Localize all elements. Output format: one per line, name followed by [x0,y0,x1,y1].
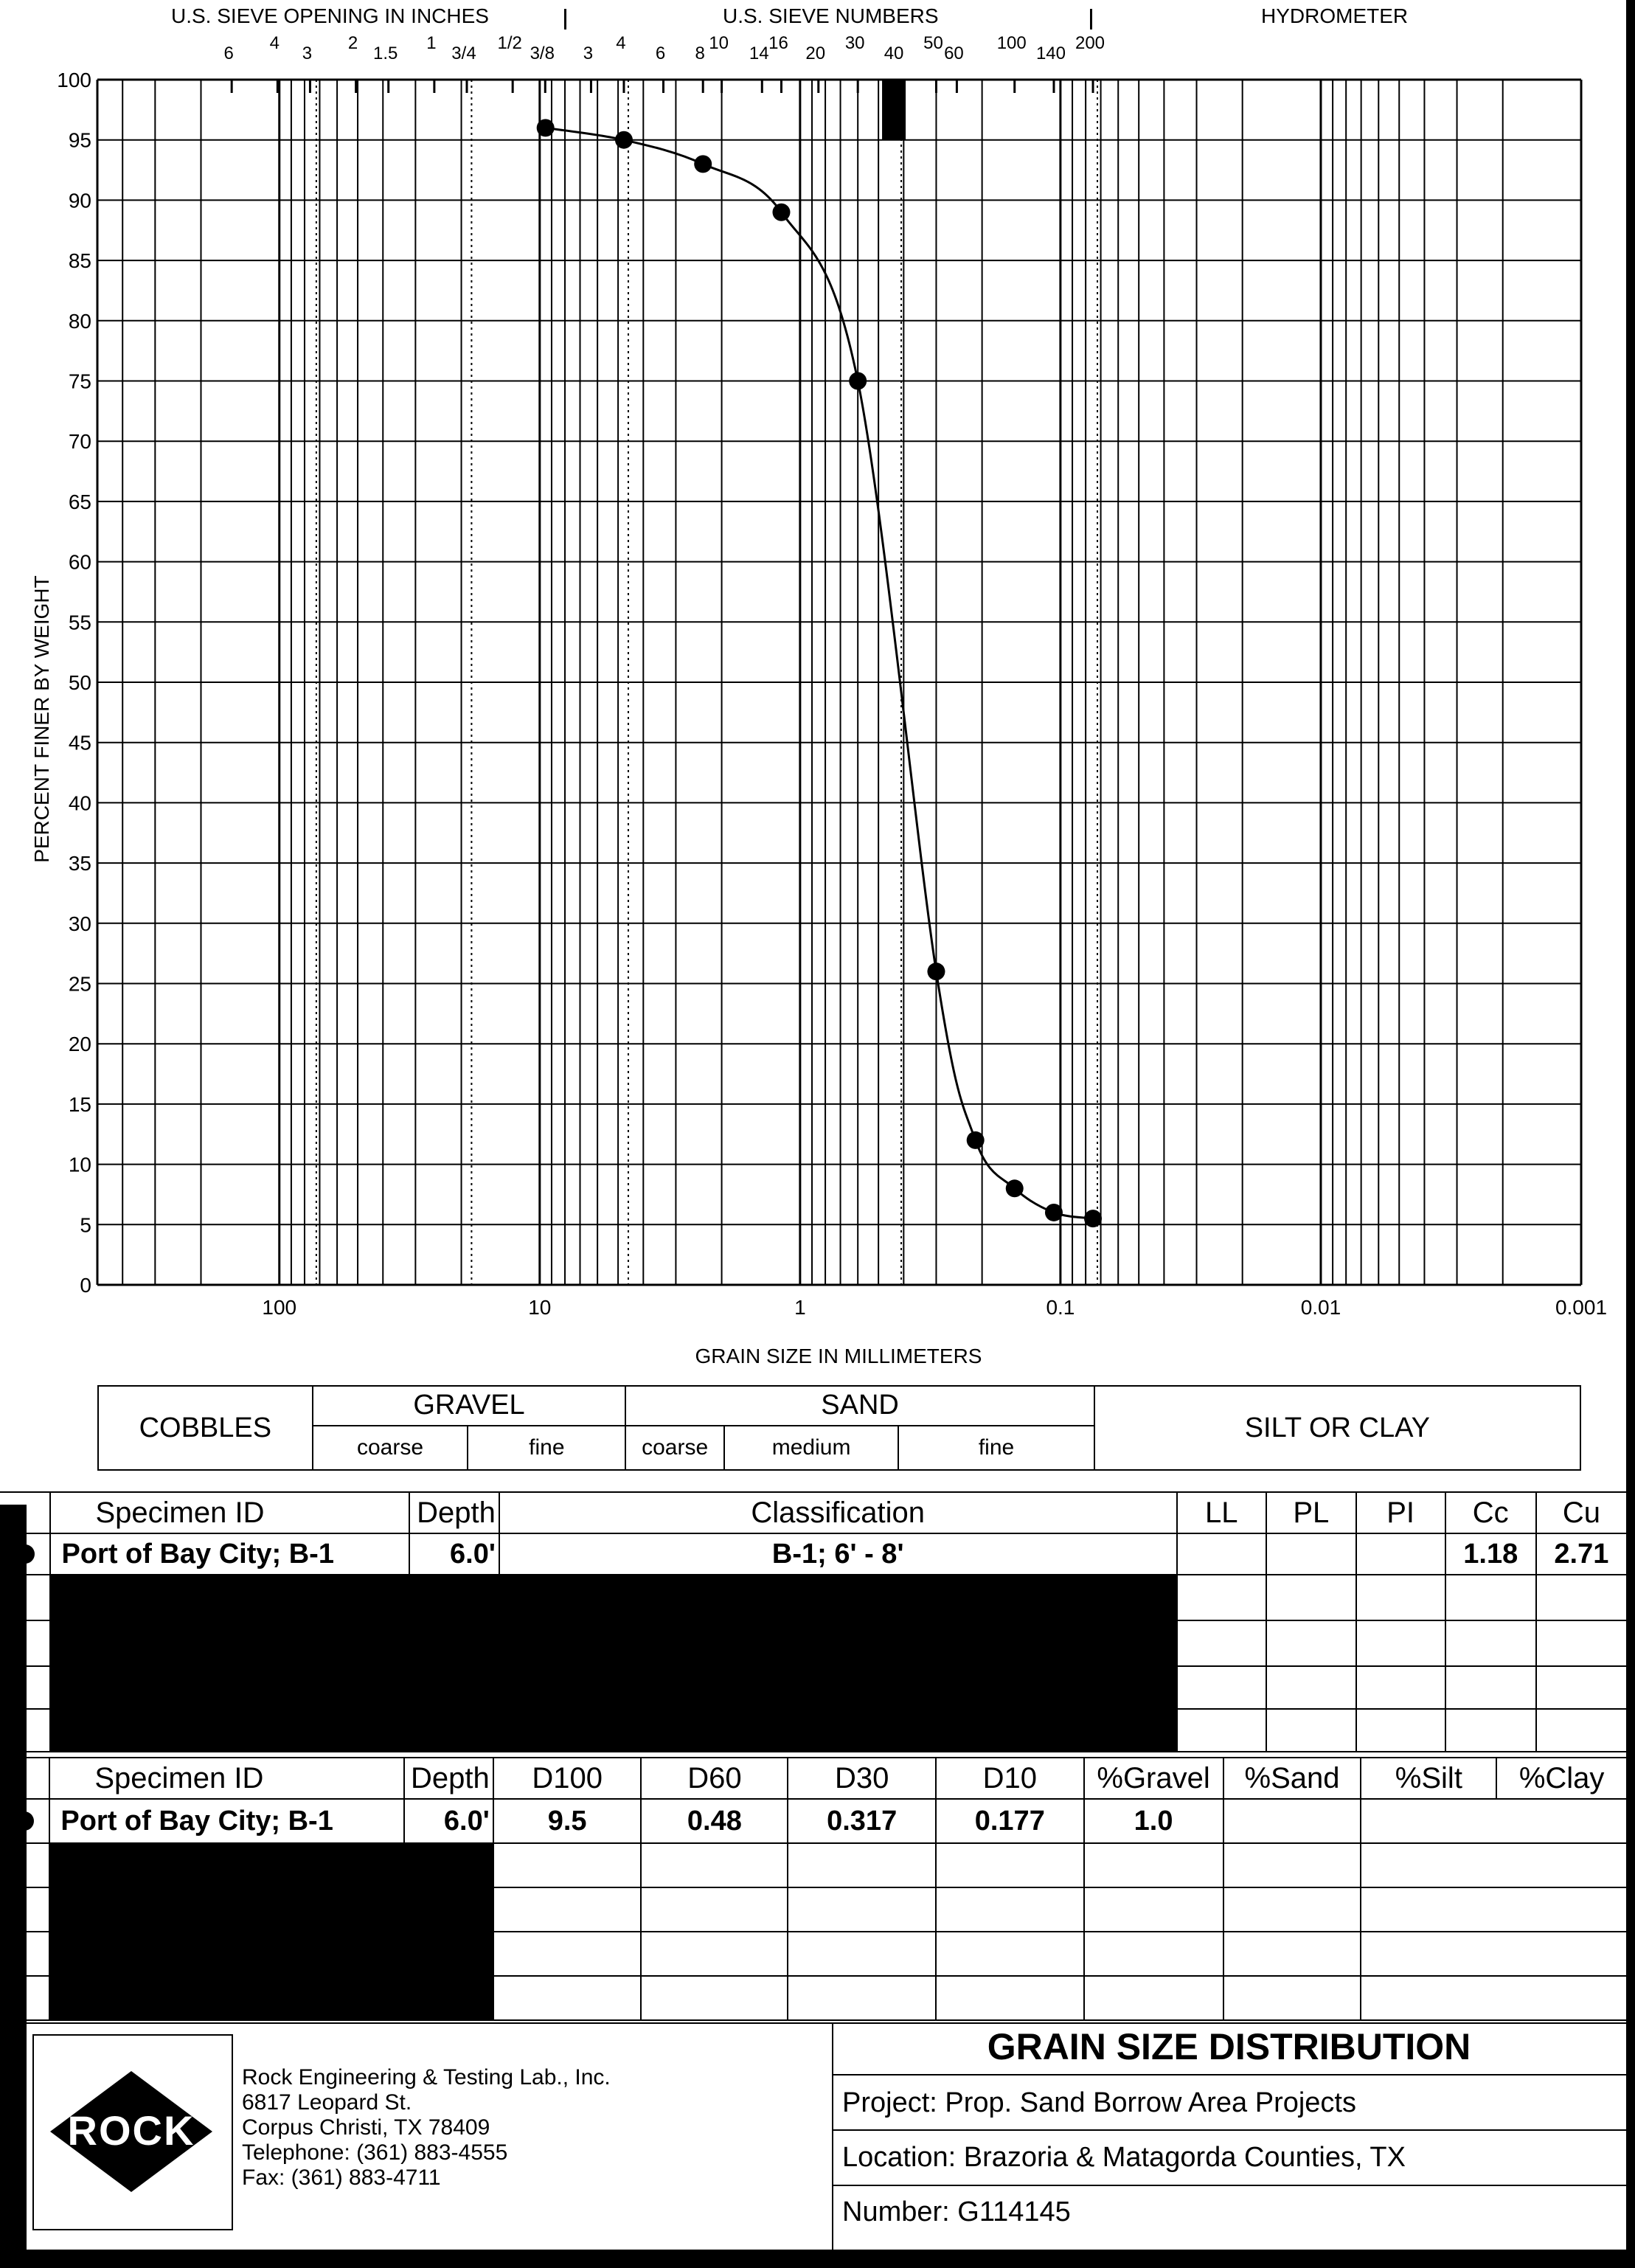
data-point [772,204,790,221]
company-name: Rock Engineering & Testing Lab., Inc. [242,2065,611,2090]
sieve-number-label: 20 [805,44,826,63]
pct-sand-cell [1223,1799,1361,1843]
x-tick-label: 0.01 [1300,1296,1341,1319]
y-tick-label: 55 [68,611,91,634]
y-tick-label: 65 [68,490,91,513]
series-marker-cell [0,1533,50,1575]
sieve-number-label: 10 [709,33,729,53]
y-tick-label: 20 [68,1033,91,1056]
y-tick-label: 10 [68,1153,91,1176]
x-tick-label: 100 [262,1296,297,1319]
sieve-number-label: 30 [844,33,865,53]
header-depth-2: Depth [404,1758,493,1799]
sieve-number-label: 8 [695,44,705,63]
sieve-opening-header: U.S. SIEVE OPENING IN INCHES [171,4,489,27]
company-telephone: Telephone: (361) 883-4555 [242,2140,508,2165]
filled-circle-icon [15,1811,34,1831]
y-tick-label: 45 [68,731,91,755]
report-title: GRAIN SIZE DISTRIBUTION [987,2026,1471,2067]
y-tick-label: 30 [68,912,91,935]
series-marker-cell [0,1799,49,1843]
sieve-number-label: 4 [616,33,626,53]
company-address [242,2065,611,2191]
header-depth: Depth [409,1492,499,1533]
project-line: Project: Prop. Sand Borrow Area Projects [842,2087,1356,2118]
rock-logo [44,2065,218,2198]
data-point [694,155,712,173]
y-tick-label: 15 [68,1092,91,1116]
sand-medium-cell: medium [724,1426,898,1470]
x-tick-label: 1 [794,1296,806,1319]
sand-cell: SAND [625,1386,1094,1426]
specimen-properties-table [0,1491,1628,1752]
filled-circle-icon [15,1544,35,1564]
header-pi: PI [1356,1492,1445,1533]
header-d60: D60 [641,1758,788,1799]
sieve-number-label: 40 [884,44,904,63]
header-specimen-id: Specimen ID [50,1492,409,1533]
y-tick-label: 25 [68,972,91,996]
sieve-inch-label: 4 [269,33,280,53]
data-point [849,372,867,390]
header-d100: D100 [493,1758,642,1799]
sieve-number-label: 200 [1075,33,1105,53]
y-tick-label: 35 [68,852,91,875]
location-line: Location: Brazoria & Matagorda Counties, TX [842,2142,1406,2173]
redacted-block [50,1575,1176,1752]
header-cc: Cc [1445,1492,1536,1533]
d30-cell: 0.317 [788,1799,936,1843]
header-pl: PL [1266,1492,1356,1533]
y-tick-label: 100 [57,69,91,91]
sieve-inch-label: 2 [347,33,358,53]
y-tick-label: 95 [68,128,91,152]
x-tick-label: 10 [528,1296,552,1319]
sand-fine-cell: fine [898,1426,1094,1470]
data-point [967,1131,985,1149]
table-row [0,1799,1627,1843]
y-tick-label: 80 [68,309,91,333]
specimen-id-cell: Port of Bay City; B-1 [49,1799,403,1843]
header-cu: Cu [1536,1492,1627,1533]
sieve-number-label: 6 [655,44,666,63]
header-pct-sand: %Sand [1223,1758,1361,1799]
header-pct-clay: %Clay [1496,1758,1627,1799]
gravel-coarse-cell: coarse [313,1426,468,1470]
cc-cell: 1.18 [1445,1533,1536,1575]
cobbles-cell: COBBLES [98,1386,313,1470]
header-classification: Classification [499,1492,1177,1533]
y-tick-label: 85 [68,249,91,273]
classification-cell: B-1; 6' - 8' [499,1533,1177,1575]
d10-cell: 0.177 [936,1799,1084,1843]
y-tick-label: 50 [68,671,91,694]
y-tick-label: 90 [68,189,91,212]
header-divider-1 [564,9,566,30]
header-pct-silt: %Silt [1361,1758,1496,1799]
sieve-number-label: 60 [944,44,964,63]
sieve-number-label: 50 [923,33,943,53]
hydrometer-header: HYDROMETER [1261,4,1409,27]
pct-silt-clay-cell [1361,1799,1627,1843]
depth-cell: 6.0' [409,1533,499,1575]
company-street: 6817 Leopard St. [242,2090,412,2115]
table-row [0,1533,1627,1575]
data-point [1006,1179,1024,1197]
sieve-inch-label: 1/2 [497,33,522,53]
sieve-inch-label: 3 [302,44,313,63]
header-d30: D30 [788,1758,936,1799]
grain-size-parameters-table [0,1757,1628,2021]
sieve-inch-label: 1.5 [373,44,398,63]
data-point [1045,1204,1063,1221]
gravel-cell: GRAVEL [313,1386,626,1426]
specimen-id-cell: Port of Bay City; B-1 [50,1533,409,1575]
header-d10: D10 [936,1758,1084,1799]
header-ll: LL [1177,1492,1266,1533]
silt-clay-cell: SILT OR CLAY [1094,1386,1580,1470]
cu-cell: 2.71 [1536,1533,1627,1575]
sieve-inch-label: 3/4 [451,44,476,63]
header-pct-gravel: %Gravel [1084,1758,1223,1799]
data-point [537,119,555,136]
gravel-fine-cell: fine [468,1426,625,1470]
sieve-inch-label: 1 [426,33,437,53]
logo-text: ROCK [67,2107,195,2154]
y-tick-label: 75 [68,370,91,393]
sieve-numbers-header: U.S. SIEVE NUMBERS [723,4,939,27]
company-city: Corpus Christi, TX 78409 [242,2115,490,2140]
data-point [1084,1210,1102,1227]
x-tick-label: 0.001 [1555,1296,1608,1319]
sieve-inch-label: 3/8 [530,44,555,63]
sieve-number-label: 140 [1035,44,1066,63]
sieve-number-label: 100 [996,33,1027,53]
ll-cell [1177,1533,1266,1575]
y-tick-label: 0 [80,1274,91,1297]
sieve-number-label: 14 [749,44,769,63]
scan-border-bottom [0,2250,1635,2268]
depth-cell: 6.0' [404,1799,493,1843]
grain-size-chart [0,30,1635,1387]
x-axis-label: GRAIN SIZE IN MILLIMETERS [695,1345,982,1367]
pct-gravel-cell: 1.0 [1084,1799,1223,1843]
data-point [615,131,633,149]
y-tick-label: 40 [68,791,91,815]
d60-cell: 0.48 [641,1799,788,1843]
header-divider-2 [1090,9,1092,30]
soil-classification-strip [97,1385,1581,1471]
sieve-number-label: 16 [768,33,788,53]
header-specimen-id-2: Specimen ID [49,1758,403,1799]
redacted-block-2 [49,1843,493,2020]
y-axis-label: PERCENT FINER BY WEIGHT [30,575,53,863]
sieve-inch-label: 6 [223,44,234,63]
sieve-number-label: 3 [583,44,594,63]
pi-cell [1356,1533,1445,1575]
company-fax: Fax: (361) 883-4711 [242,2165,441,2190]
sand-coarse-cell: coarse [625,1426,723,1470]
y-tick-label: 70 [68,430,91,454]
data-point [927,963,945,980]
y-tick-label: 60 [68,550,91,574]
pl-cell [1266,1533,1356,1575]
x-tick-label: 0.1 [1046,1296,1075,1319]
d100-cell: 9.5 [493,1799,642,1843]
number-line: Number: G114145 [842,2196,1071,2227]
y-tick-label: 5 [80,1213,91,1237]
sieve-40-marker [882,80,906,140]
